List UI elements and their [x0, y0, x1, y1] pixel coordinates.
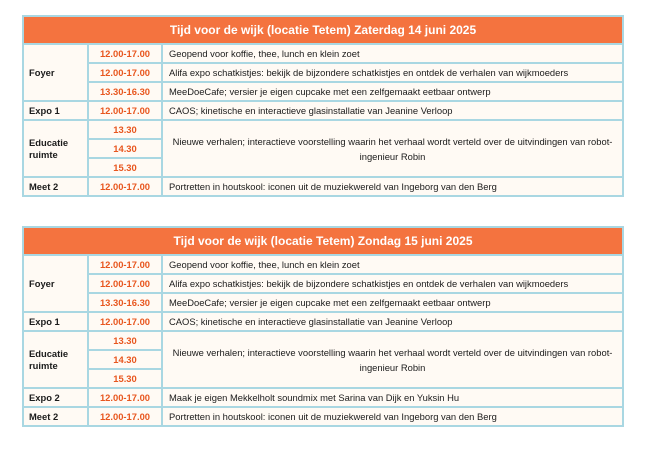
schedule-title-saturday: Tijd voor de wijk (locatie Tetem) Zaterdag 14 juni 2025	[23, 16, 623, 44]
time-cell: 13.30-16.30	[88, 293, 162, 312]
table-row	[23, 407, 623, 426]
time-cell: 14.30	[88, 139, 162, 158]
time-cell: 12.00-17.00	[88, 63, 162, 82]
table-row	[23, 388, 623, 407]
activity-cell: CAOS; kinetische en interactieve glasinstallatie van Jeanine Verloop	[162, 312, 623, 331]
activity-cell: Maak je eigen Mekkelholt soundmix met Sarina van Dijk en Yuksin Hu	[162, 388, 623, 407]
time-cell: 12.00-17.00	[88, 274, 162, 293]
time-cell: 12.00-17.00	[88, 407, 162, 426]
activity-cell: Alifa expo schatkistjes: bekijk de bijzondere schatkistjes en ontdek de verhalen van wijkmoeders	[162, 63, 623, 82]
time-cell: 15.30	[88, 369, 162, 388]
location-foyer: Foyer	[23, 44, 88, 101]
table-row	[23, 312, 623, 331]
activity-cell: Geopend voor koffie, thee, lunch en klein zoet	[162, 44, 623, 63]
activity-cell: Nieuwe verhalen; interactieve voorstelling waarin het verhaal wordt verteld over de uitvindingen van robot-ingenieur Robin	[162, 120, 623, 177]
table-row	[23, 293, 623, 312]
activity-cell: Portretten in houtskool: iconen uit de muziekwereld van Ingeborg van den Berg	[162, 407, 623, 426]
table-row	[23, 82, 623, 101]
time-cell: 12.00-17.00	[88, 255, 162, 274]
activity-cell: Alifa expo schatkistjes: bekijk de bijzondere schatkistjes en ontdek de verhalen van wijkmoeders	[162, 274, 623, 293]
location-educatie-ruimte: Educatie ruimte	[23, 331, 88, 388]
activity-cell: Nieuwe verhalen; interactieve voorstelling waarin het verhaal wordt verteld over de uitvindingen van robot-ingenieur Robin	[162, 331, 623, 388]
table-row	[23, 120, 623, 139]
time-cell: 14.30	[88, 350, 162, 369]
time-cell: 13.30	[88, 331, 162, 350]
table-row	[23, 331, 623, 350]
location-foyer: Foyer	[23, 255, 88, 312]
table-row	[23, 177, 623, 196]
time-cell: 12.00-17.00	[88, 312, 162, 331]
location-meet-2: Meet 2	[23, 177, 88, 196]
table-row	[23, 255, 623, 274]
table-row	[23, 63, 623, 82]
location-expo-2: Expo 2	[23, 388, 88, 407]
time-cell: 13.30-16.30	[88, 82, 162, 101]
activity-cell: Geopend voor koffie, thee, lunch en klein zoet	[162, 255, 623, 274]
table-row	[23, 274, 623, 293]
activity-cell: CAOS; kinetische en interactieve glasinstallatie van Jeanine Verloop	[162, 101, 623, 120]
activity-cell: MeeDoeCafe; versier je eigen cupcake met een zelfgemaakt eetbaar ontwerp	[162, 293, 623, 312]
time-cell: 13.30	[88, 120, 162, 139]
location-expo-1: Expo 1	[23, 312, 88, 331]
time-cell: 12.00-17.00	[88, 388, 162, 407]
table-row	[23, 44, 623, 63]
time-cell: 12.00-17.00	[88, 177, 162, 196]
location-meet-2: Meet 2	[23, 407, 88, 426]
activity-cell: MeeDoeCafe; versier je eigen cupcake met een zelfgemaakt eetbaar ontwerp	[162, 82, 623, 101]
location-expo-1: Expo 1	[23, 101, 88, 120]
schedule-table-sunday	[22, 226, 624, 427]
schedule-table-saturday	[22, 15, 624, 197]
schedule-title-sunday: Tijd voor de wijk (locatie Tetem) Zondag 15 juni 2025	[23, 227, 623, 255]
time-cell: 12.00-17.00	[88, 44, 162, 63]
time-cell: 12.00-17.00	[88, 101, 162, 120]
table-row	[23, 101, 623, 120]
activity-cell: Portretten in houtskool: iconen uit de muziekwereld van Ingeborg van den Berg	[162, 177, 623, 196]
time-cell: 15.30	[88, 158, 162, 177]
location-educatie-ruimte: Educatie ruimte	[23, 120, 88, 177]
